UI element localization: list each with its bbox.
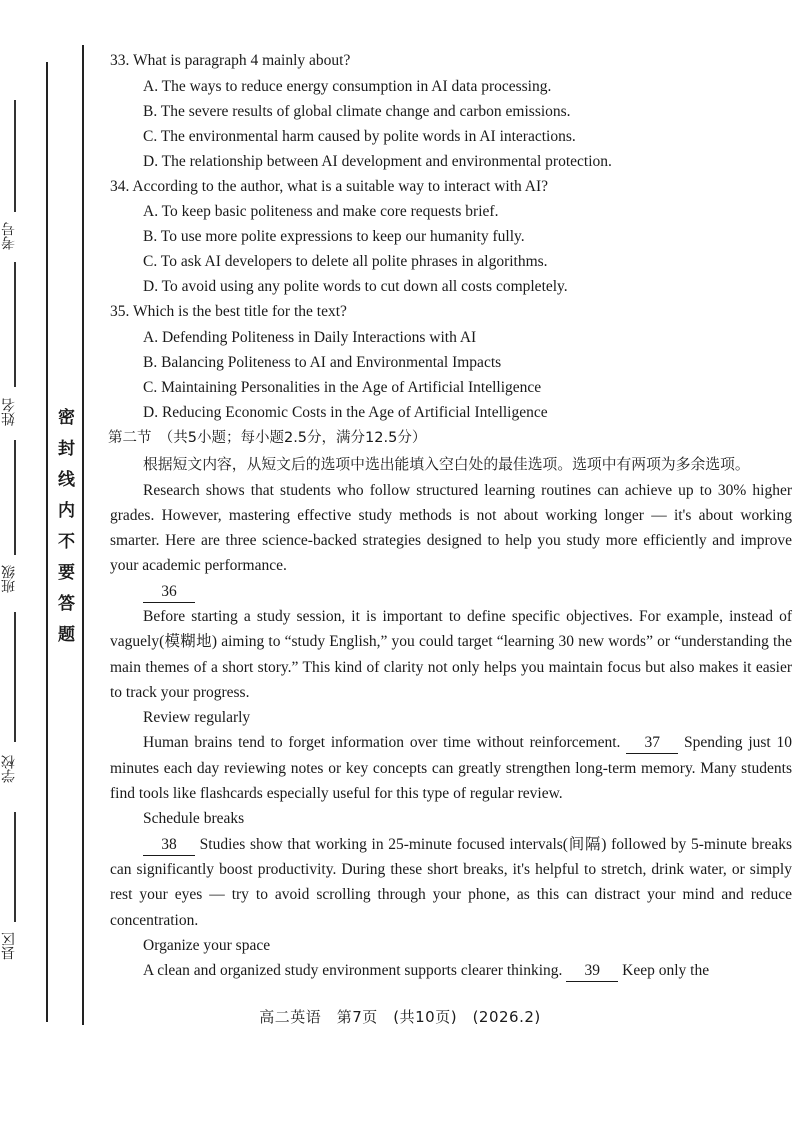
section-heading: 第二节 （共5小题；每小题2.5分，满分12.5分） <box>108 429 427 446</box>
question-34 <box>110 174 792 300</box>
question-35 <box>110 299 792 425</box>
binding-rule-outer <box>46 62 48 1022</box>
option-b: B. The severe results of global climate change and carbon emissions. <box>143 102 571 120</box>
option-d: D. The relationship between AI development and environmental protection. <box>143 152 612 170</box>
question-stem: 35. Which is the best title for the text? <box>110 303 347 320</box>
paragraph-review <box>110 730 792 806</box>
question-33 <box>110 48 792 174</box>
option-c: C. Maintaining Personalities in the Age of Artificial Intelligence <box>143 378 542 396</box>
review-text-b: Spending just 10 minutes each day reviewing notes or key concepts can greatly strengthen long-term memory. Many students find tools like flashcards especially useful for this type of regular review. <box>110 734 792 803</box>
name-fill-line <box>14 262 16 387</box>
heading-breaks: Schedule breaks <box>143 810 245 828</box>
heading-review: Review regularly <box>143 709 251 727</box>
binding-label-county: 县区 <box>1 932 17 960</box>
option-d: D. Reducing Economic Costs in the Age of Artificial Intelligence <box>143 403 548 421</box>
paragraph-breaks <box>110 832 792 933</box>
class-fill-line <box>14 440 16 555</box>
question-stem: 33. What is paragraph 4 mainly about? <box>110 52 351 69</box>
binding-margin <box>0 0 84 1132</box>
option-b: B. To use more polite expressions to keep our humanity fully. <box>143 228 525 245</box>
option-c: C. The environmental harm caused by polite words in AI interactions. <box>143 127 576 145</box>
passage-intro: Research shows that students who follow structured learning routines can achieve up to 30% higher grades. However, mastering effective study methods is not about working longer — it's about working smarter. Here are three science-backed strategies designed to help you study more efficiently and improve your academic performance. <box>110 481 792 575</box>
page-footer: 高二英语 第7页 (共10页) (2026.2) <box>259 1008 541 1026</box>
blank-39: 39 <box>566 961 618 982</box>
binding-label-class: 班级 <box>1 565 17 593</box>
binding-rule-inner <box>82 45 84 1025</box>
blank-37: 37 <box>626 733 678 754</box>
seal-notice: 密封线内不要答题 <box>54 408 74 656</box>
option-a: A. Defending Politeness in Daily Interactions with AI <box>143 328 477 346</box>
option-c: C. To ask AI developers to delete all polite phrases in algorithms. <box>143 253 548 270</box>
paragraph-space <box>110 958 792 983</box>
review-text-a: Human brains tend to forget information over time without reinforcement. <box>143 734 621 752</box>
exam-number-fill-line <box>14 100 16 212</box>
option-d: D. To avoid using any polite words to cut down all costs completely. <box>143 278 568 295</box>
school-fill-line <box>14 612 16 742</box>
option-a: A. The ways to reduce energy consumption in AI data processing. <box>143 77 552 95</box>
space-text-b: Keep only the <box>622 962 710 980</box>
binding-label-name: 姓名 <box>1 398 17 426</box>
section-instructions: 根据短文内容，从短文后的选项中选出能填入空白处的最佳选项。选项中有两项为多余选项。 <box>143 455 750 473</box>
paragraph-goals: Before starting a study session, it is important to define specific objectives. For example, instead of vaguely(模糊地) aiming to “study English,” you could target “learning 30 new words” or “understanding the main themes of a short story.” This kind of clarity not only helps you maintain focus but also makes it easier to track your progress. <box>110 607 792 701</box>
space-text-a: A clean and organized study environment supports clearer thinking. <box>143 962 563 980</box>
county-fill-line <box>14 812 16 922</box>
blank-36-line <box>143 579 792 604</box>
page-content <box>110 48 792 983</box>
binding-label-exam-number: 考号 <box>1 222 17 250</box>
blank-38: 38 <box>143 835 195 856</box>
heading-space: Organize your space <box>143 936 271 954</box>
option-a: A. To keep basic politeness and make core requests brief. <box>143 203 499 220</box>
binding-label-school: 学校 <box>1 755 17 783</box>
blank-36: 36 <box>143 582 195 603</box>
breaks-text: Studies show that working in 25-minute focused intervals(间隔) followed by 5-minute breaks can significantly boost productivity. During these short breaks, it's helpful to stretch, drink water, or simply rest your eyes — try to avoid scrolling through your phone, as this can distract your mind and reduce concentration. <box>110 835 793 929</box>
question-stem: 34. According to the author, what is a suitable way to interact with AI? <box>110 177 549 195</box>
option-b: B. Balancing Politeness to AI and Environmental Impacts <box>143 353 502 371</box>
